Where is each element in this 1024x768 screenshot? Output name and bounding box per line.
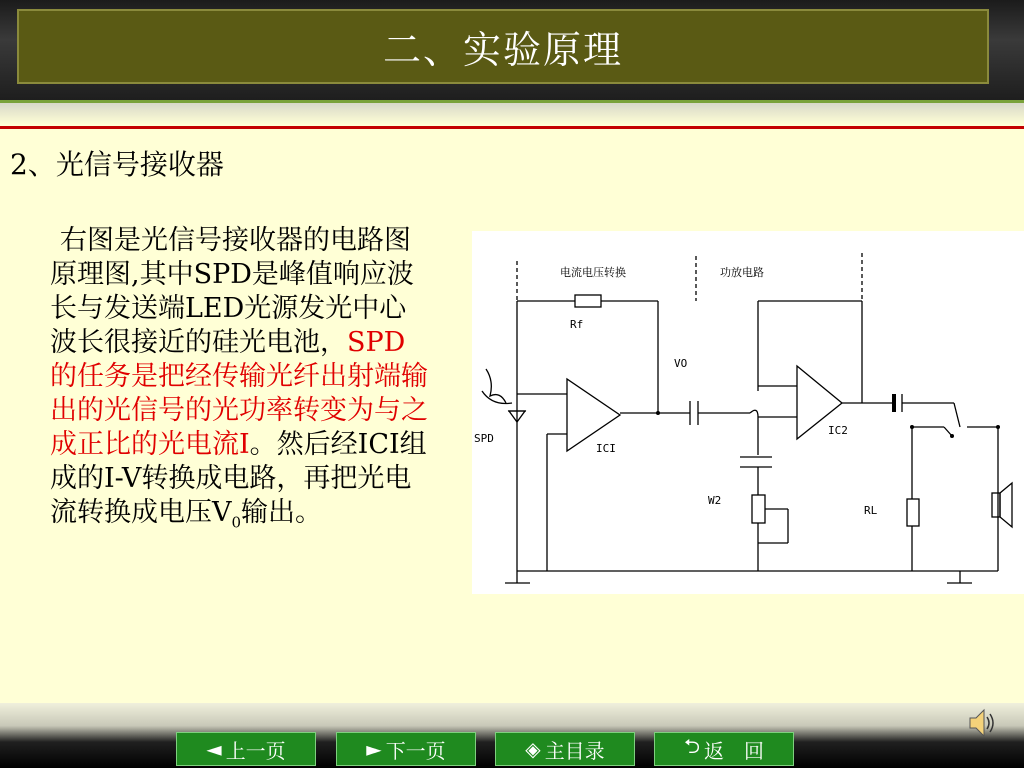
home-menu-label: 主目录 xyxy=(544,738,605,763)
label-vo: VO xyxy=(674,357,688,370)
para-text-highlight: SPD的任务是把经传输光纤出射端输出的光信号的光功率转变为与之成正比的光电流I xyxy=(50,327,428,460)
ic1-opamp xyxy=(567,379,620,451)
rf-resistor xyxy=(575,295,601,307)
para-subscript: 0 xyxy=(231,513,242,532)
next-page-label: 下一页 xyxy=(385,738,446,763)
triangle-right-icon: ► xyxy=(366,737,382,761)
junction xyxy=(656,411,660,415)
speaker-icon[interactable] xyxy=(966,706,996,740)
w2-potentiometer xyxy=(752,495,765,523)
para-text-1: 右图是光信号接收器的电路图原理图,其中SPD是峰值响应波长与发送端LED光源发光中心波长很接近的硅光电池， xyxy=(50,225,414,358)
rl-resistor xyxy=(907,499,919,526)
description-paragraph xyxy=(50,224,430,539)
speaker-cone xyxy=(1000,483,1012,527)
label-rl: RL xyxy=(864,504,878,517)
label-iv-conversion: 电流电压转换 xyxy=(560,266,626,279)
home-menu-button[interactable] xyxy=(495,732,635,766)
junction xyxy=(910,425,914,429)
label-ic2: IC2 xyxy=(828,424,848,437)
label-rf: Rf xyxy=(570,318,584,331)
junction xyxy=(996,425,1000,429)
header-shadow xyxy=(0,103,1024,125)
prev-page-label: 上一页 xyxy=(225,738,286,763)
prev-page-button[interactable] xyxy=(176,732,316,766)
circuit-svg xyxy=(472,231,1024,594)
page-title: 二、实验原理 xyxy=(382,28,623,72)
para-text-3: 。然后经ICI组成的I-V转换成电路，再把光电流转换成电压V xyxy=(50,429,427,528)
label-w2: W2 xyxy=(708,494,722,507)
label-ic1: ICI xyxy=(596,442,616,455)
return-arrow-icon: ⮌ xyxy=(683,734,701,758)
section-subtitle: 2、光信号接收器 xyxy=(10,148,224,181)
header-divider-red xyxy=(0,126,1024,129)
diamond-icon: ◈ xyxy=(525,737,541,761)
junction xyxy=(950,434,954,438)
back-button[interactable] xyxy=(654,732,794,766)
para-text-4: 输出。 xyxy=(241,497,323,528)
title-box xyxy=(17,9,989,84)
back-label: 返 回 xyxy=(704,738,765,763)
light-arrow xyxy=(482,391,512,404)
next-page-button[interactable] xyxy=(336,732,476,766)
label-spd: SPD xyxy=(474,432,494,445)
wire-jump xyxy=(750,410,758,417)
label-amp-circuit: 功放电路 xyxy=(720,266,764,279)
speaker-body xyxy=(992,493,1000,517)
switch xyxy=(954,403,960,427)
circuit-diagram xyxy=(472,231,1024,594)
triangle-left-icon: ◄ xyxy=(206,737,222,761)
